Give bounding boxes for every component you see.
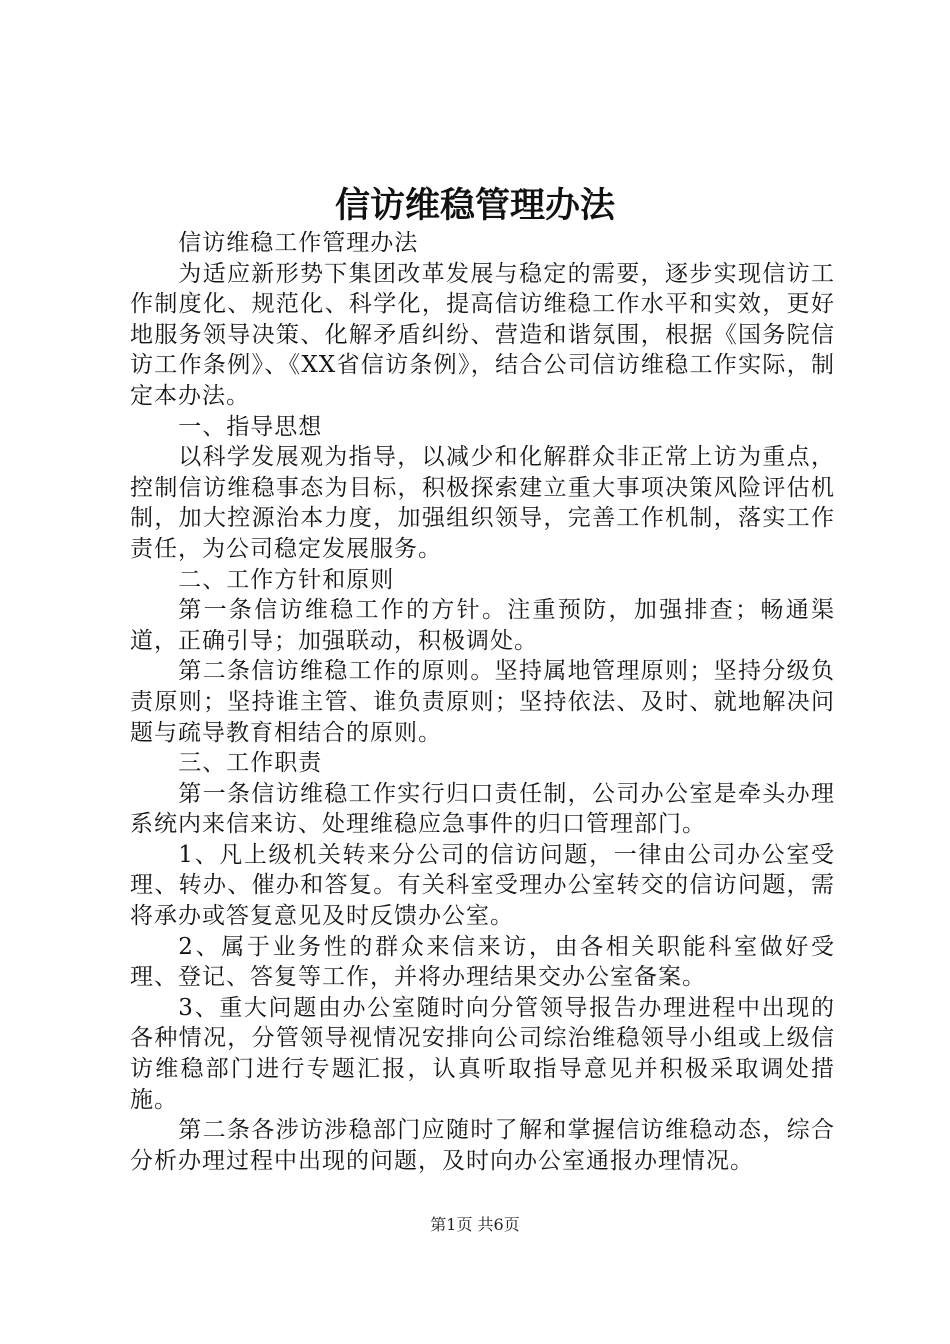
duties-item-1: 1、凡上级机关转来分公司的信访问题，一律由公司办公室受理、转办、催办和答复。有关科室受理办公室转交的信访问题，需将承办或答复意见及时反馈办公室。 <box>130 841 835 930</box>
page-footer: 第1页 共6页 <box>430 1215 520 1234</box>
duties-article-2: 第二条各涉访涉稳部门应随时了解和掌握信访维稳动态，综合分析办理过程中出现的问题，及时向办公室通报办理情况。 <box>130 1117 835 1174</box>
principles-article-1: 第一条信访维稳工作的方针。注重预防，加强排查；畅通渠道，正确引导；加强联动，积极调处。 <box>130 597 835 654</box>
duties-article-1: 第一条信访维稳工作实行归口责任制，公司办公室是牵头办理系统内来信来访、处理维稳应急事件的归口管理部门。 <box>130 780 835 838</box>
guiding-thought-paragraph: 以科学发展观为指导，以减少和化解群众非正常上访为重点，控制信访维稳事态为目标，积极探索建立重大事项决策风险评估机制，加大控源治本力度，加强组织领导，完善工作机制，落实工作责任，为公司稳定发展服务。 <box>130 444 835 562</box>
principles-article-2: 第二条信访维稳工作的原则。坚持属地管理原则；坚持分级负责原则；坚持谁主管、谁负责原则；坚持依法、及时、就地解决问题与疏导教育相结合的原则。 <box>130 658 835 746</box>
document-body <box>130 228 835 1176</box>
section-heading-duties: 三、工作职责 <box>178 750 323 777</box>
section-heading-guiding-thought: 一、指导思想 <box>178 413 323 440</box>
duties-item-2: 2、属于业务性的群众来信来访，由各相关职能科室做好受理、登记、答复等工作，并将办理结果交办公室备案。 <box>130 933 835 991</box>
intro-paragraph: 为适应新形势下集团改革发展与稳定的需要，逐步实现信访工作制度化、规范化、科学化，提高信访维稳工作水平和实效，更好地服务领导决策、化解矛盾纠纷、营造和谐氛围，根据《国务院信访工作条例》、《XX省信访条例》，结合公司信访维稳工作实际，制定本办法。 <box>130 260 835 409</box>
duties-item-3: 3、重大问题由办公室随时向分管领导报告办理进程中出现的各种情况，分管领导视情况安排向公司综治维稳领导小组或上级信访维稳部门进行专题汇报，认真听取指导意见并积极采取调处措施。 <box>130 994 835 1113</box>
subtitle-paragraph: 信访维稳工作管理办法 <box>178 230 419 256</box>
section-heading-principles: 二、工作方针和原则 <box>178 566 395 593</box>
document-title: 信访维稳管理办法 <box>334 185 615 226</box>
